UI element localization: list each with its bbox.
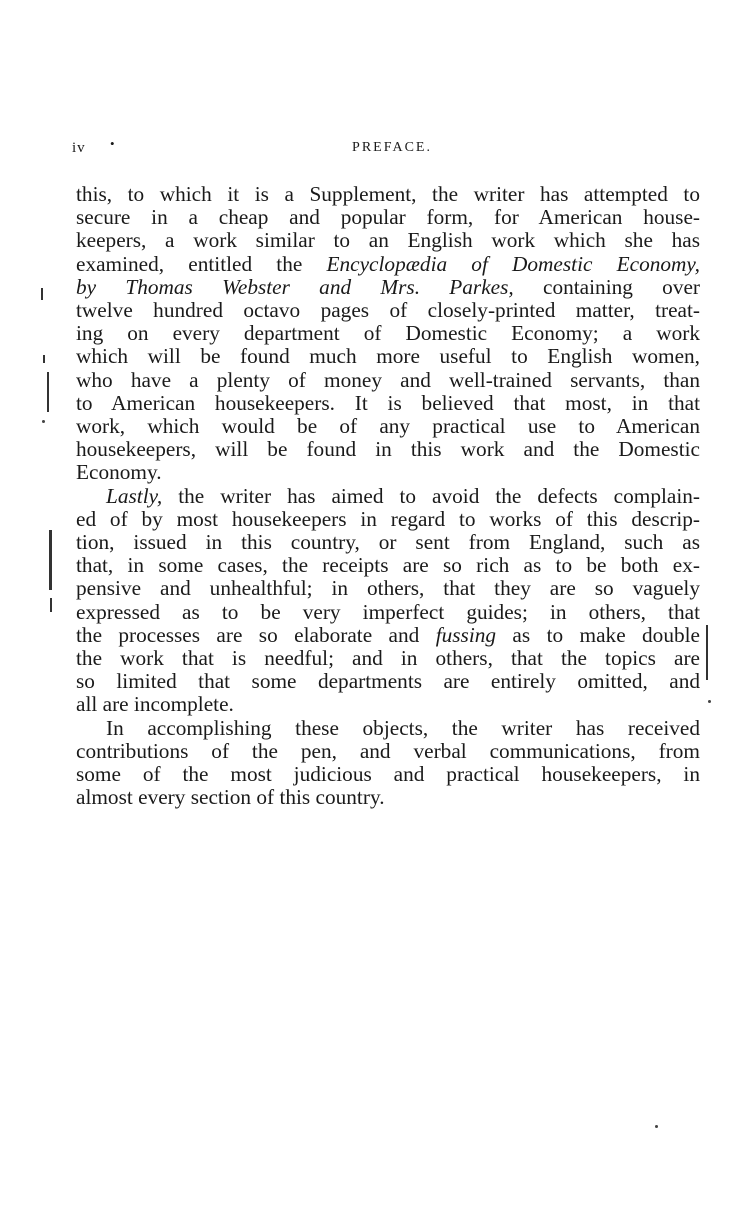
- text-line: tion, issued in this country, or sent from England, such as: [76, 530, 700, 555]
- margin-mark: [706, 625, 708, 680]
- margin-mark: [41, 288, 43, 300]
- italic-word: Lastly,: [106, 483, 163, 508]
- text-fragment: the writer has aimed to avoid the defects complain-: [162, 483, 700, 508]
- paragraph-3: [76, 717, 700, 810]
- margin-mark: [47, 372, 49, 412]
- text-fragment: as to make double: [496, 622, 700, 647]
- text-line: that, in some cases, the receipts are so rich as to be both ex-: [76, 553, 700, 578]
- text-line: [76, 276, 700, 299]
- margin-mark: [49, 530, 52, 590]
- text-line: some of the most judicious and practical housekeepers, in: [76, 762, 700, 787]
- text-line: Economy.: [76, 460, 162, 485]
- text-line: twelve hundred octavo pages of closely-printed matter, treat-: [76, 298, 700, 323]
- text-line: ed of by most housekeepers in regard to works of this descrip-: [76, 506, 700, 531]
- text-line: this, to which it is a Supplement, the writer has attempted to: [76, 182, 700, 206]
- text-line: to American housekeepers. It is believed that most, in that: [76, 390, 700, 415]
- margin-mark: [50, 598, 52, 612]
- text-fragment: containing over: [513, 274, 701, 299]
- body-text: [76, 183, 700, 809]
- text-line: [76, 253, 700, 276]
- text-line: [76, 485, 700, 508]
- text-line: keepers, a work similar to an English work which she has: [76, 228, 700, 253]
- header-mark: •: [110, 136, 115, 151]
- text-line: so limited that some departments are entirely omitted, and: [76, 669, 700, 694]
- paragraph-1: [76, 183, 700, 485]
- margin-dot: [42, 420, 45, 423]
- text-line: all are incomplete.: [76, 692, 234, 717]
- text-line: the work that is needful; and in others, that the topics are: [76, 646, 700, 671]
- margin-mark: [43, 355, 45, 363]
- page-header: [72, 136, 712, 164]
- italic-title: Encyclopædia of Domestic Economy,: [326, 251, 700, 276]
- margin-dot: [708, 700, 711, 703]
- text-line: expressed as to be very imperfect guides; in others, that: [76, 599, 700, 624]
- text-line: ing on every department of Domestic Economy; a work: [76, 321, 700, 346]
- text-fragment: the processes are so elaborate and: [76, 622, 436, 647]
- italic-word: fussing: [435, 622, 497, 647]
- text-line: who have a plenty of money and well-trained servants, than: [76, 367, 700, 392]
- text-line: housekeepers, will be found in this work and the Domestic: [76, 437, 700, 462]
- text-line: work, which would be of any practical use to American: [76, 414, 700, 439]
- text-line: In accomplishing these objects, the writer has received: [106, 715, 700, 740]
- text-line: which will be found much more useful to English women,: [76, 344, 700, 369]
- italic-authors: by Thomas Webster and Mrs. Parkes,: [76, 274, 514, 299]
- text-line: [76, 624, 700, 647]
- margin-dot: [655, 1125, 658, 1128]
- text-fragment: examined, entitled the: [76, 251, 327, 276]
- text-line: pensive and unhealthful; in others, that they are so vaguely: [76, 576, 700, 601]
- text-line: secure in a cheap and popular form, for American house-: [76, 205, 700, 230]
- page-number: iv: [72, 140, 86, 156]
- text-line: almost every section of this country.: [76, 785, 385, 810]
- running-title: PREFACE.: [352, 140, 432, 155]
- text-line: contributions of the pen, and verbal communications, from: [76, 738, 700, 763]
- paragraph-2: [76, 485, 700, 717]
